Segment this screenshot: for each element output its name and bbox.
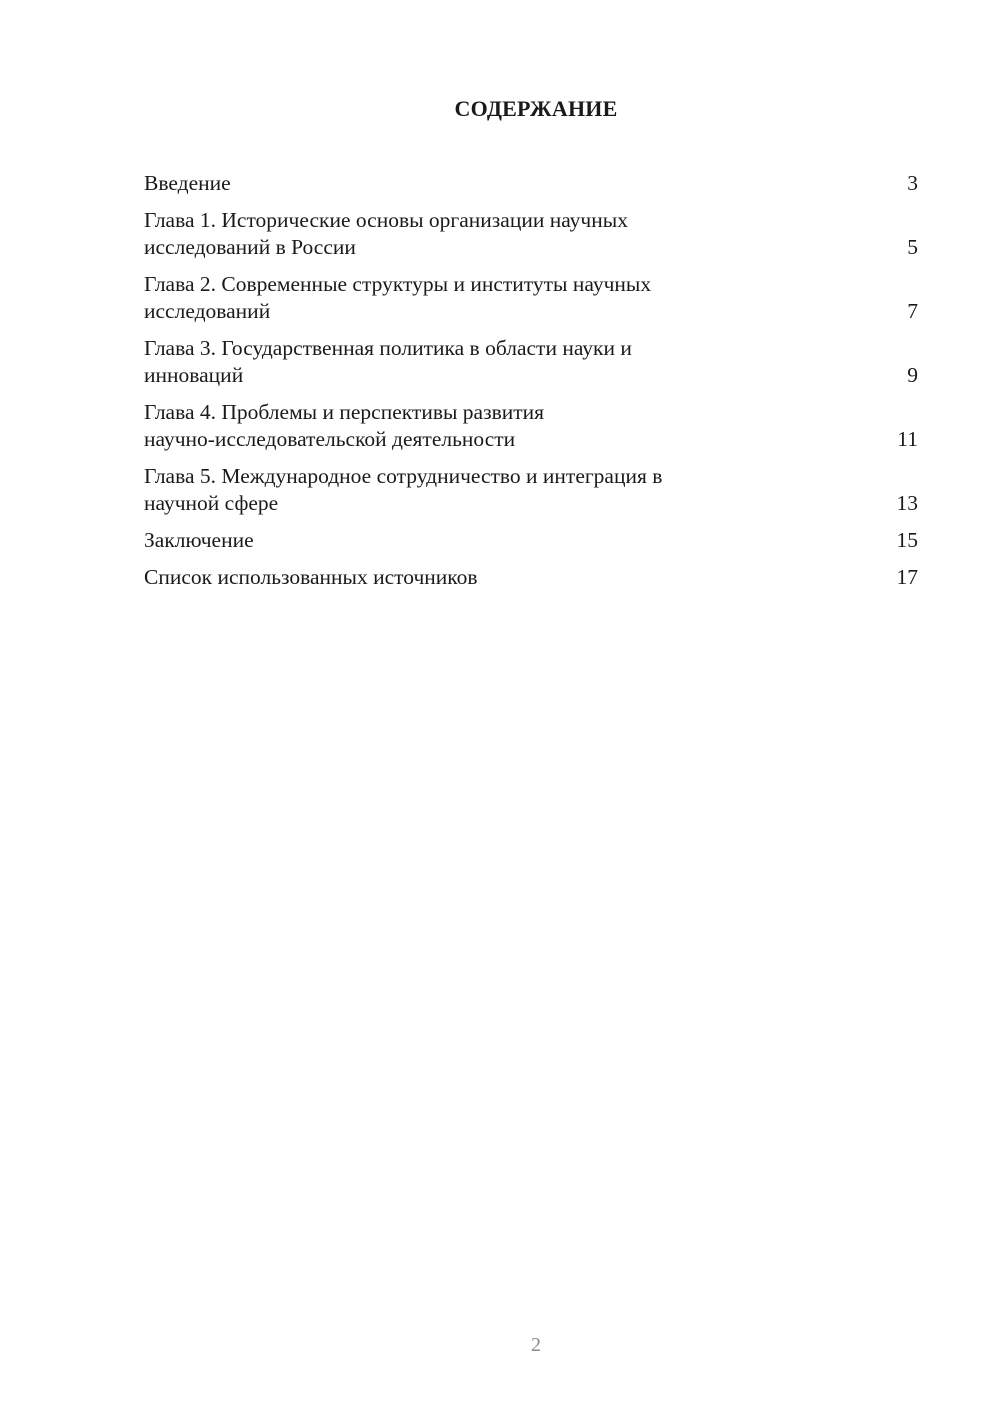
toc-entry-line: научной сфере [144,491,279,515]
toc-page-number: 15 [896,528,918,552]
toc-page-number: 7 [907,299,918,323]
toc-entry-references[interactable] [144,564,918,591]
toc-entry-line: Глава 2. Современные структуры и институты научных [144,272,652,296]
toc-entry-line: Глава 1. Исторические основы организации научных [144,208,628,232]
toc-page-number: 11 [897,427,918,451]
toc-entry-chapter-2[interactable] [144,271,918,325]
toc-entry-chapter-1[interactable] [144,207,918,261]
toc-page-number: 5 [907,235,918,259]
table-of-contents [144,170,918,601]
toc-entry-text [144,271,651,325]
toc-page-number: 3 [907,171,918,195]
page-footer-number: 2 [531,1334,541,1356]
toc-entry-chapter-4[interactable] [144,399,918,453]
toc-entry-line: инноваций [144,363,244,387]
toc-entry-line: исследований [144,299,271,323]
toc-entry-line: Глава 4. Проблемы и перспективы развития [144,400,545,424]
toc-entry-conclusion[interactable] [144,527,918,554]
toc-entry-line: Глава 3. Государственная политика в области науки и [144,336,632,360]
toc-entry-text [144,335,632,389]
toc-page-number: 17 [896,565,918,589]
toc-entry-text [144,170,231,197]
toc-page-number: 13 [896,491,918,515]
toc-entry-line: Введение [144,171,231,195]
toc-entry-line: Список использованных источников [144,565,478,589]
toc-entry-text [144,399,544,453]
toc-entry-line: Глава 5. Международное сотрудничество и интеграция в [144,464,663,488]
toc-entry-chapter-5[interactable] [144,463,918,517]
toc-entry-chapter-3[interactable] [144,335,918,389]
toc-entry-introduction[interactable] [144,170,918,197]
toc-entry-text [144,463,662,517]
toc-entry-text [144,527,254,554]
toc-entry-line: научно-исследовательской деятельности [144,427,516,451]
toc-entry-text [144,564,478,591]
toc-page-number: 9 [907,363,918,387]
toc-entry-line: исследований в России [144,235,356,259]
page-title: СОДЕРЖАНИЕ [454,96,618,121]
toc-entry-line: Заключение [144,528,254,552]
toc-entry-text [144,207,628,261]
